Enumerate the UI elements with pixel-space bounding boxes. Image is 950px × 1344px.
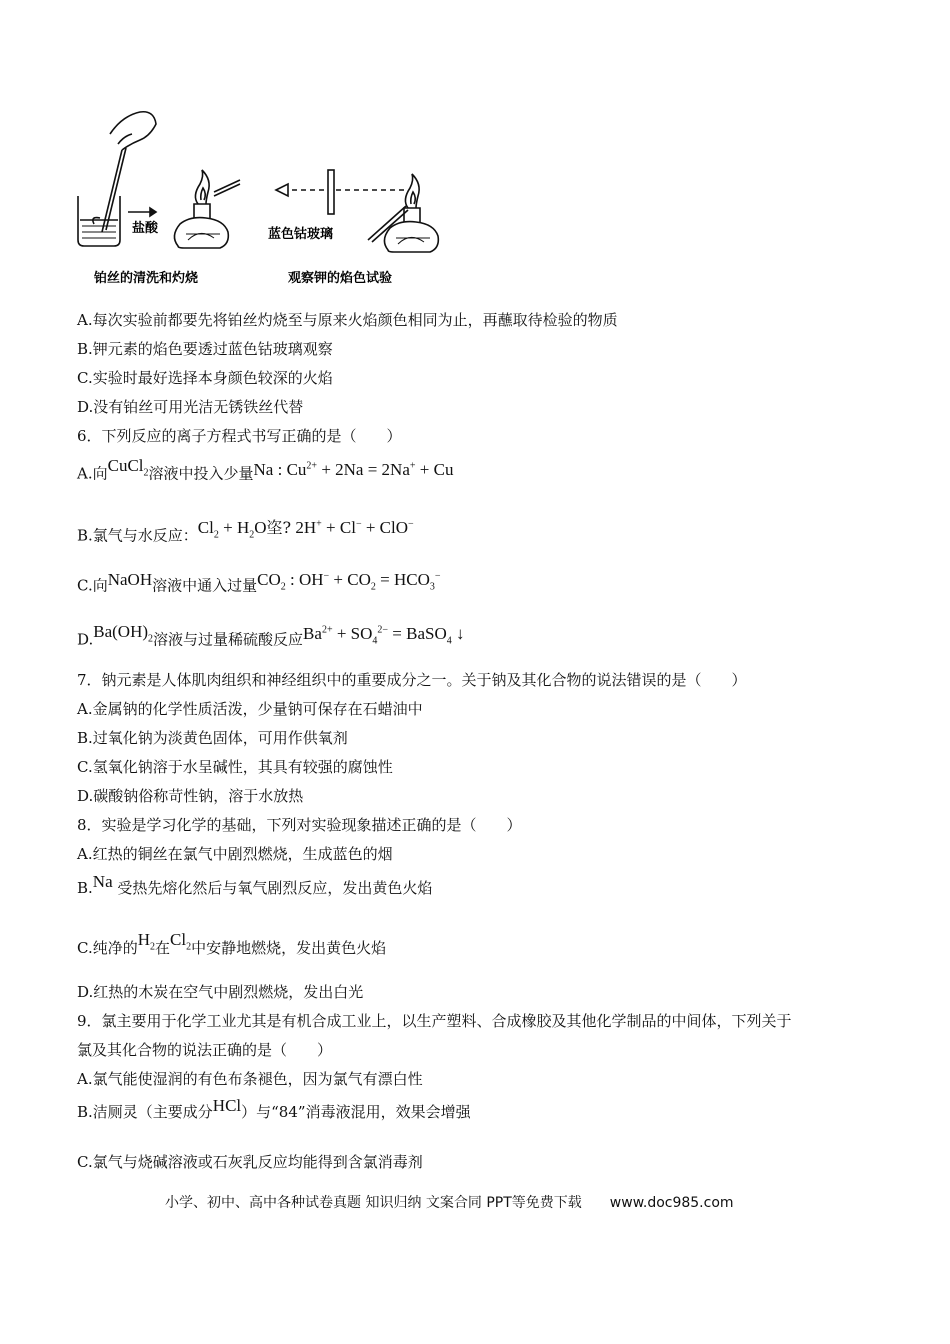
q8-c-rest: 中安静地燃烧，发出黄色火焰 xyxy=(191,939,387,957)
q6-stem: 6．下列反应的离子方程式书写正确的是（ ） xyxy=(77,427,402,445)
q9-stem-line1: 9．氯主要用于化学工业尤其是有机合成工业上，以生产塑料、合成橡胶及其他化学制品的中间体，下列关于 xyxy=(77,1012,792,1030)
q5-option-d: D.没有铂丝可用光洁无锈铁丝代替 xyxy=(77,398,304,416)
q7-stem: 7．钠元素是人体肌肉组织和神经组织中的重要成分之一。关于钠及其化合物的说法错误的是（ ） xyxy=(77,671,747,689)
q6-d-prefix: D. xyxy=(77,630,94,649)
q9-b-rest: ）与“84”消毒液混用，效果会增强 xyxy=(241,1103,471,1121)
q7-option-a: A.金属钠的化学性质活泼，少量钠可保存在石蜡油中 xyxy=(77,700,423,718)
acid-label: 盐酸 xyxy=(132,221,159,236)
q5-option-b: B.钾元素的焰色要透过蓝色钴玻璃观察 xyxy=(77,340,333,358)
q6-option-a: A.向CuCl$_2$溶液中投入少量Na : $Cu^{2+} + 2Na = 2Na^+ + Cu$ xyxy=(77,455,454,483)
q8-stem: 8．实验是学习化学的基础，下列对实验现象描述正确的是（ ） xyxy=(77,816,522,834)
q6-option-c: C.向NaOH溶液中通入过量$CO_2$ : $OH^- + CO_2 = HCO_3^-$ xyxy=(77,569,441,595)
q8-option-c: C.纯净的$H_2$在$Cl_2$中安静地燃烧，发出黄色火焰 xyxy=(77,930,387,957)
q6-b-prefix: B.氯气与水反应： xyxy=(77,526,198,545)
cobalt-glass-label: 蓝色钴玻璃 xyxy=(268,227,334,242)
eye-icon xyxy=(276,184,288,196)
q5-option-c: C.实验时最好选择本身颜色较深的火焰 xyxy=(77,369,333,387)
q5-option-a: A.每次实验前都要先将铂丝灼烧至与原来火焰颜色相同为止，再蘸取待检验的物质 xyxy=(77,311,618,329)
caption-right: 观察钾的焰色试验 xyxy=(288,271,393,286)
q9-stem-line2: 氯及其化合物的说法正确的是（ ） xyxy=(77,1041,333,1059)
alcohol-lamp-icon-2 xyxy=(384,222,438,252)
footer-text: 小学、初中、高中各种试卷真题 知识归纳 文案合同 PPT等免费下载 xyxy=(165,1195,582,1211)
q8-b-prefix: B. xyxy=(77,879,93,897)
q8-b-rest: 受热先熔化然后与氧气剧烈反应，发出黄色火焰 xyxy=(117,879,433,897)
q6-a-prefix: A.向 xyxy=(77,464,108,483)
page-footer xyxy=(165,1192,734,1212)
q8-option-a: A.红热的铜丝在氯气中剧烈燃烧，生成蓝色的烟 xyxy=(77,845,393,863)
flame-test-figure xyxy=(70,100,450,292)
q7-option-b: B.过氧化钠为淡黄色固体，可用作供氧剂 xyxy=(77,729,348,747)
q8-option-b: B.Na 受热先熔化然后与氧气剧烈反应，发出黄色火焰 xyxy=(77,872,433,897)
q8-option-d: D.红热的木炭在空气中剧烈燃烧，发出白光 xyxy=(77,983,364,1001)
q6-b-garble: 垐? xyxy=(266,517,292,537)
q9-b-prefix: B.洁厕灵（主要成分 xyxy=(77,1103,213,1121)
q6-option-d: $D.Ba(OH)_2$溶液与过量稀硫酸反应$Ba^{2+} + SO_4^{2-}$ = BaSO$_4$ ↓ xyxy=(77,621,465,649)
alcohol-lamp-icon xyxy=(174,218,228,248)
q6-option-b: B.氯气与水反应：$Cl_2 + H_2O$垐? 2H+ + Cl− + ClO− xyxy=(77,517,414,545)
q6-a-mid: 溶液中投入少量 xyxy=(148,464,254,483)
q7-option-d: D.碳酸钠俗称苛性钠，溶于水放热 xyxy=(77,787,304,805)
q9-option-b: B.洁厕灵（主要成分HCl）与“84”消毒液混用，效果会增强 xyxy=(77,1096,471,1121)
hand-icon xyxy=(110,112,156,150)
footer-site-link[interactable]: www.doc985.com xyxy=(609,1195,734,1211)
cobalt-glass-icon xyxy=(328,170,334,214)
q8-c-prefix: C.纯净的 xyxy=(77,939,138,957)
q9-option-a: A.氯气能使湿润的有色布条褪色，因为氯气有漂白性 xyxy=(77,1070,423,1088)
q6-d-mid: 溶液与过量稀硫酸反应 xyxy=(153,630,304,649)
q8-c-mid: 在 xyxy=(155,939,171,957)
caption-left: 铂丝的清洗和灼烧 xyxy=(94,271,199,286)
q6-c-mid: 溶液中通入过量 xyxy=(152,576,258,595)
q7-option-c: C.氢氧化钠溶于水呈碱性，其具有较强的腐蚀性 xyxy=(77,758,393,776)
q6-c-prefix: C.向 xyxy=(77,576,108,595)
q9-option-c: C.氯气与烧碱溶液或石灰乳反应均能得到含氯消毒剂 xyxy=(77,1153,423,1171)
